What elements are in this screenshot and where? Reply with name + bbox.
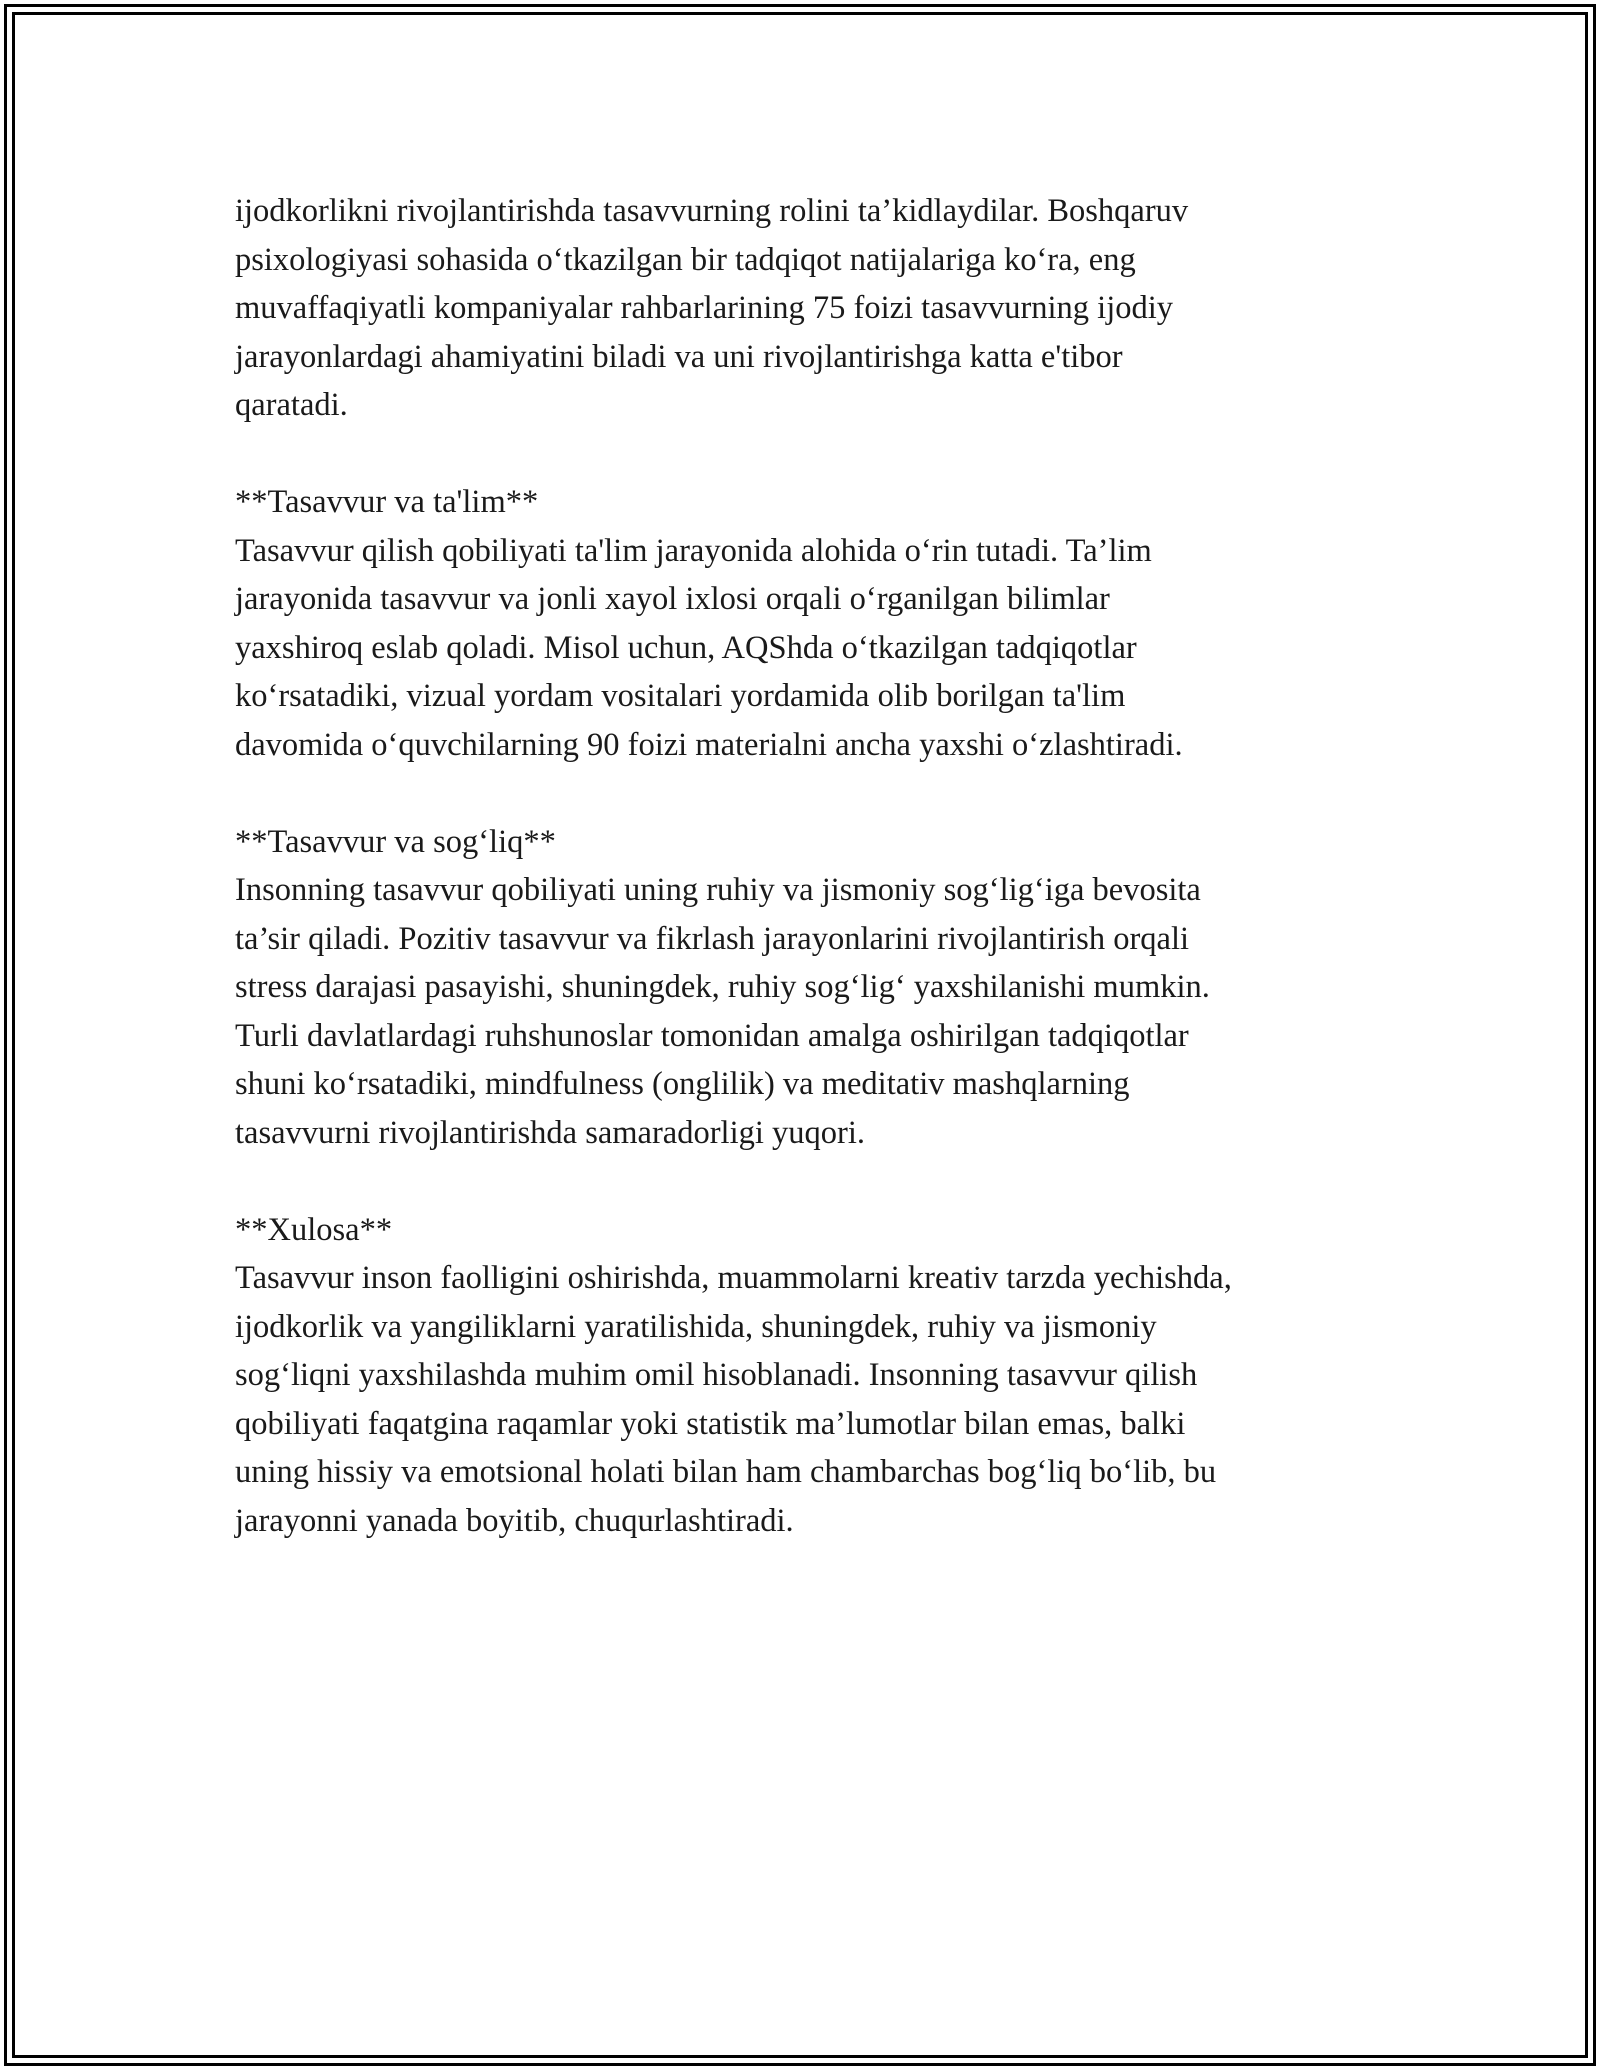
- text-line: jarayonlardagi ahamiyatini biladi va uni rivojlantirishga katta e'tibor: [235, 338, 1123, 375]
- text-line: Tasavvur inson faolligini oshirishda, muammolarni kreativ tarzda yechishda,: [235, 1260, 1232, 1296]
- section-heading: **Tasavvur va ta'lim**: [235, 484, 539, 520]
- text-line: ta’sir qiladi. Pozitiv tasavvur va fikrlash jarayonlarini rivojlantirish orqali: [235, 920, 1190, 957]
- text-line: uning hissiy va emotsional holati bilan ham chambarchas bog‘liq bo‘lib, bu: [235, 1454, 1217, 1490]
- section-heading: **Tasavvur va sog‘liq**: [235, 823, 556, 860]
- text-line: Turli davlatlardagi ruhshunoslar tomonidan amalga oshirilgan tadqiqotlar: [235, 1017, 1189, 1054]
- text-line: Tasavvur qilish qobiliyati ta'lim jarayonida alohida o‘rin tutadi. Ta’lim: [235, 532, 1152, 569]
- text-line: ko‘rsatadiki, vizual yordam vositalari yordamida olib borilgan ta'lim: [235, 678, 1126, 714]
- text-line: jarayonida tasavvur va jonli xayol ixlosi orqali o‘rganilgan bilimlar: [235, 581, 1110, 617]
- text-line: shuni ko‘rsatadiki, mindfulness (onglilik) va meditativ mashqlarning: [235, 1066, 1130, 1102]
- text-line: ijodkorlikni rivojlantirishda tasavvurning rolini ta’kidlaydilar. Boshqaruv: [235, 193, 1189, 229]
- text-line: muvaffaqiyatli kompaniyalar rahbarlarining 75 foizi tasavvurning ijodiy: [235, 290, 1174, 326]
- section-sogliq: [235, 818, 1385, 1158]
- text-line: psixologiyasi sohasida o‘tkazilgan bir tadqiqot natijalariga ko‘ra, eng: [235, 241, 1136, 278]
- intro-paragraph: [235, 187, 1385, 430]
- section-xulosa: [235, 1206, 1385, 1546]
- paragraph-gap: [235, 769, 1385, 818]
- text-line: qaratadi.: [235, 387, 348, 423]
- section-heading: **Xulosa**: [235, 1211, 393, 1248]
- text-line: Insonning tasavvur qobiliyati uning ruhiy va jismoniy sog‘lig‘iga bevosita: [235, 872, 1201, 908]
- text-line: yaxshiroq eslab qoladi. Misol uchun, AQShda o‘tkazilgan tadqiqotlar: [235, 629, 1137, 666]
- text-line: jarayonni yanada boyitib, chuqurlashtiradi.: [235, 1502, 794, 1539]
- paragraph-gap: [235, 430, 1385, 479]
- paragraph-gap: [235, 1157, 1385, 1206]
- document-body: [235, 187, 1385, 1545]
- text-line: davomida o‘quvchilarning 90 foizi materialni ancha yaxshi o‘zlashtiradi.: [235, 726, 1183, 763]
- text-line: qobiliyati faqatgina raqamlar yoki statistik ma’lumotlar bilan emas, balki: [235, 1405, 1186, 1442]
- text-line: ijodkorlik va yangiliklarni yaratilishida, shuningdek, ruhiy va jismoniy: [235, 1308, 1157, 1345]
- text-line: tasavvurni rivojlantirishda samaradorligi yuqori.: [235, 1114, 865, 1151]
- text-line: sog‘liqni yaxshilashda muhim omil hisoblanadi. Insonning tasavvur qilish: [235, 1357, 1198, 1393]
- text-line: stress darajasi pasayishi, shuningdek, ruhiy sog‘lig‘ yaxshilanishi mumkin.: [235, 969, 1210, 1005]
- section-talim: [235, 478, 1385, 769]
